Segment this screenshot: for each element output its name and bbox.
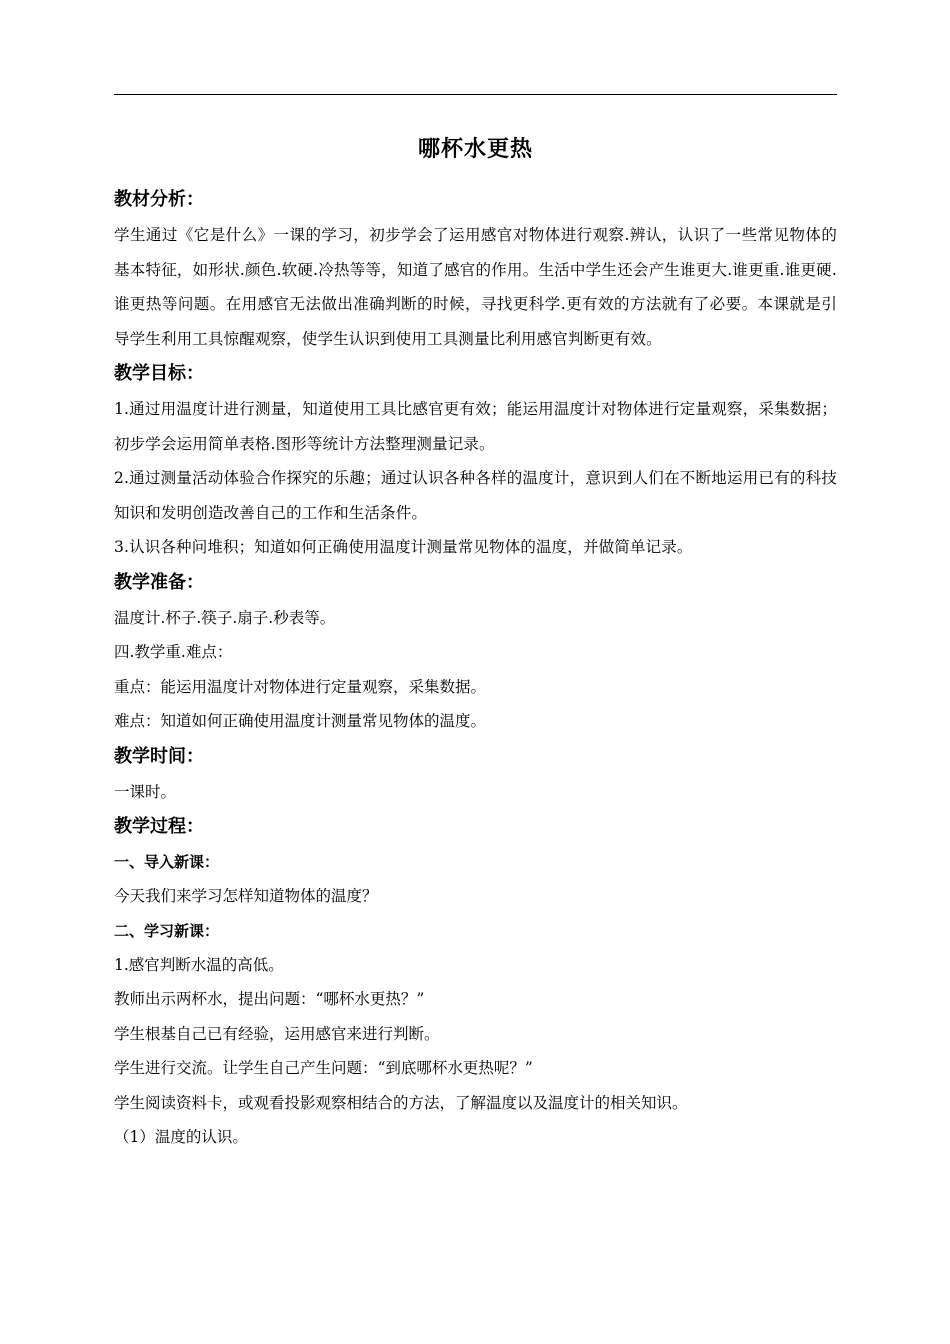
step2-line-1: 教师出示两杯水，提出问题：“哪杯水更热？”	[114, 990, 425, 1008]
process-heading: 教学过程：	[114, 816, 204, 837]
difficult-point: 难点：知道如何正确使用温度计测量常见物体的温度。	[114, 712, 487, 730]
step2-heading: 二、学习新课：	[114, 921, 220, 940]
step1-heading: 一、导入新课：	[114, 853, 220, 871]
step2-item-1: 1.感官判断水温的高低。	[114, 955, 284, 974]
prep-heading: 教学准备：	[114, 571, 204, 593]
goal-item-1: 1.通过用温度计进行测量，知道使用工具比感官更有效；能运用温度计对物体进行定量观察，采集数据；初步学会运用简单表格.图形等统计方法整理测量记录。	[114, 400, 837, 453]
step1-text: 今天我们来学习怎样知道物体的温度？	[114, 887, 378, 905]
step2-line-4: 学生阅读资料卡，或观看投影观察相结合的方法，了解温度以及温度计的相关知识。	[114, 1093, 688, 1112]
goals-heading: 教学目标：	[114, 363, 204, 384]
document-body	[114, 130, 837, 1155]
header-rule	[114, 94, 837, 95]
document-title: 哪杯水更热	[417, 137, 533, 162]
prep-text: 温度计.杯子.筷子.扇子.秒表等。	[114, 608, 336, 627]
goal-item-3: 3.认识各种问堆积；知道如何正确使用温度计测量常见物体的温度，并做简单记录。	[114, 538, 693, 556]
step2-line-2: 学生根基自己已有经验，运用感官来进行判断。	[114, 1024, 440, 1043]
step2-line-5: （1）温度的认识。	[114, 1128, 248, 1146]
key-point: 重点：能运用温度计对物体进行定量观察，采集数据。	[114, 677, 487, 696]
time-heading: 教学时间：	[114, 745, 204, 767]
analysis-paragraph: 学生通过《它是什么》一课的学习，初步学会了运用感官对物体进行观察.辨认，认识了一些常见物体的基本特征，如形状.颜色.软硬.冷热等等，知道了感官的作用。生活中学生还会产生谁更大.谁更重.谁更硬.谁更热等问题。在用感官无法做出准确判断的时候，寻找更科学.更有效的方法就有了必要。本课就是引导学生利用工具惊醒观察，使学生认识到使用工具测量比利用感官判断更有效。	[114, 226, 837, 348]
goal-item-2: 2.通过测量活动体验合作探究的乐趣；通过认识各种各样的温度计，意识到人们在不断地运用已有的科技知识和发明创造改善自己的工作和生活条件。	[114, 469, 837, 522]
analysis-heading: 教材分析：	[114, 189, 204, 210]
time-text: 一课时。	[114, 782, 177, 801]
key-points-heading: 四.教学重.难点：	[114, 643, 233, 661]
step2-line-3: 学生进行交流。让学生自己产生问题：“到底哪杯水更热呢？”	[114, 1059, 533, 1077]
